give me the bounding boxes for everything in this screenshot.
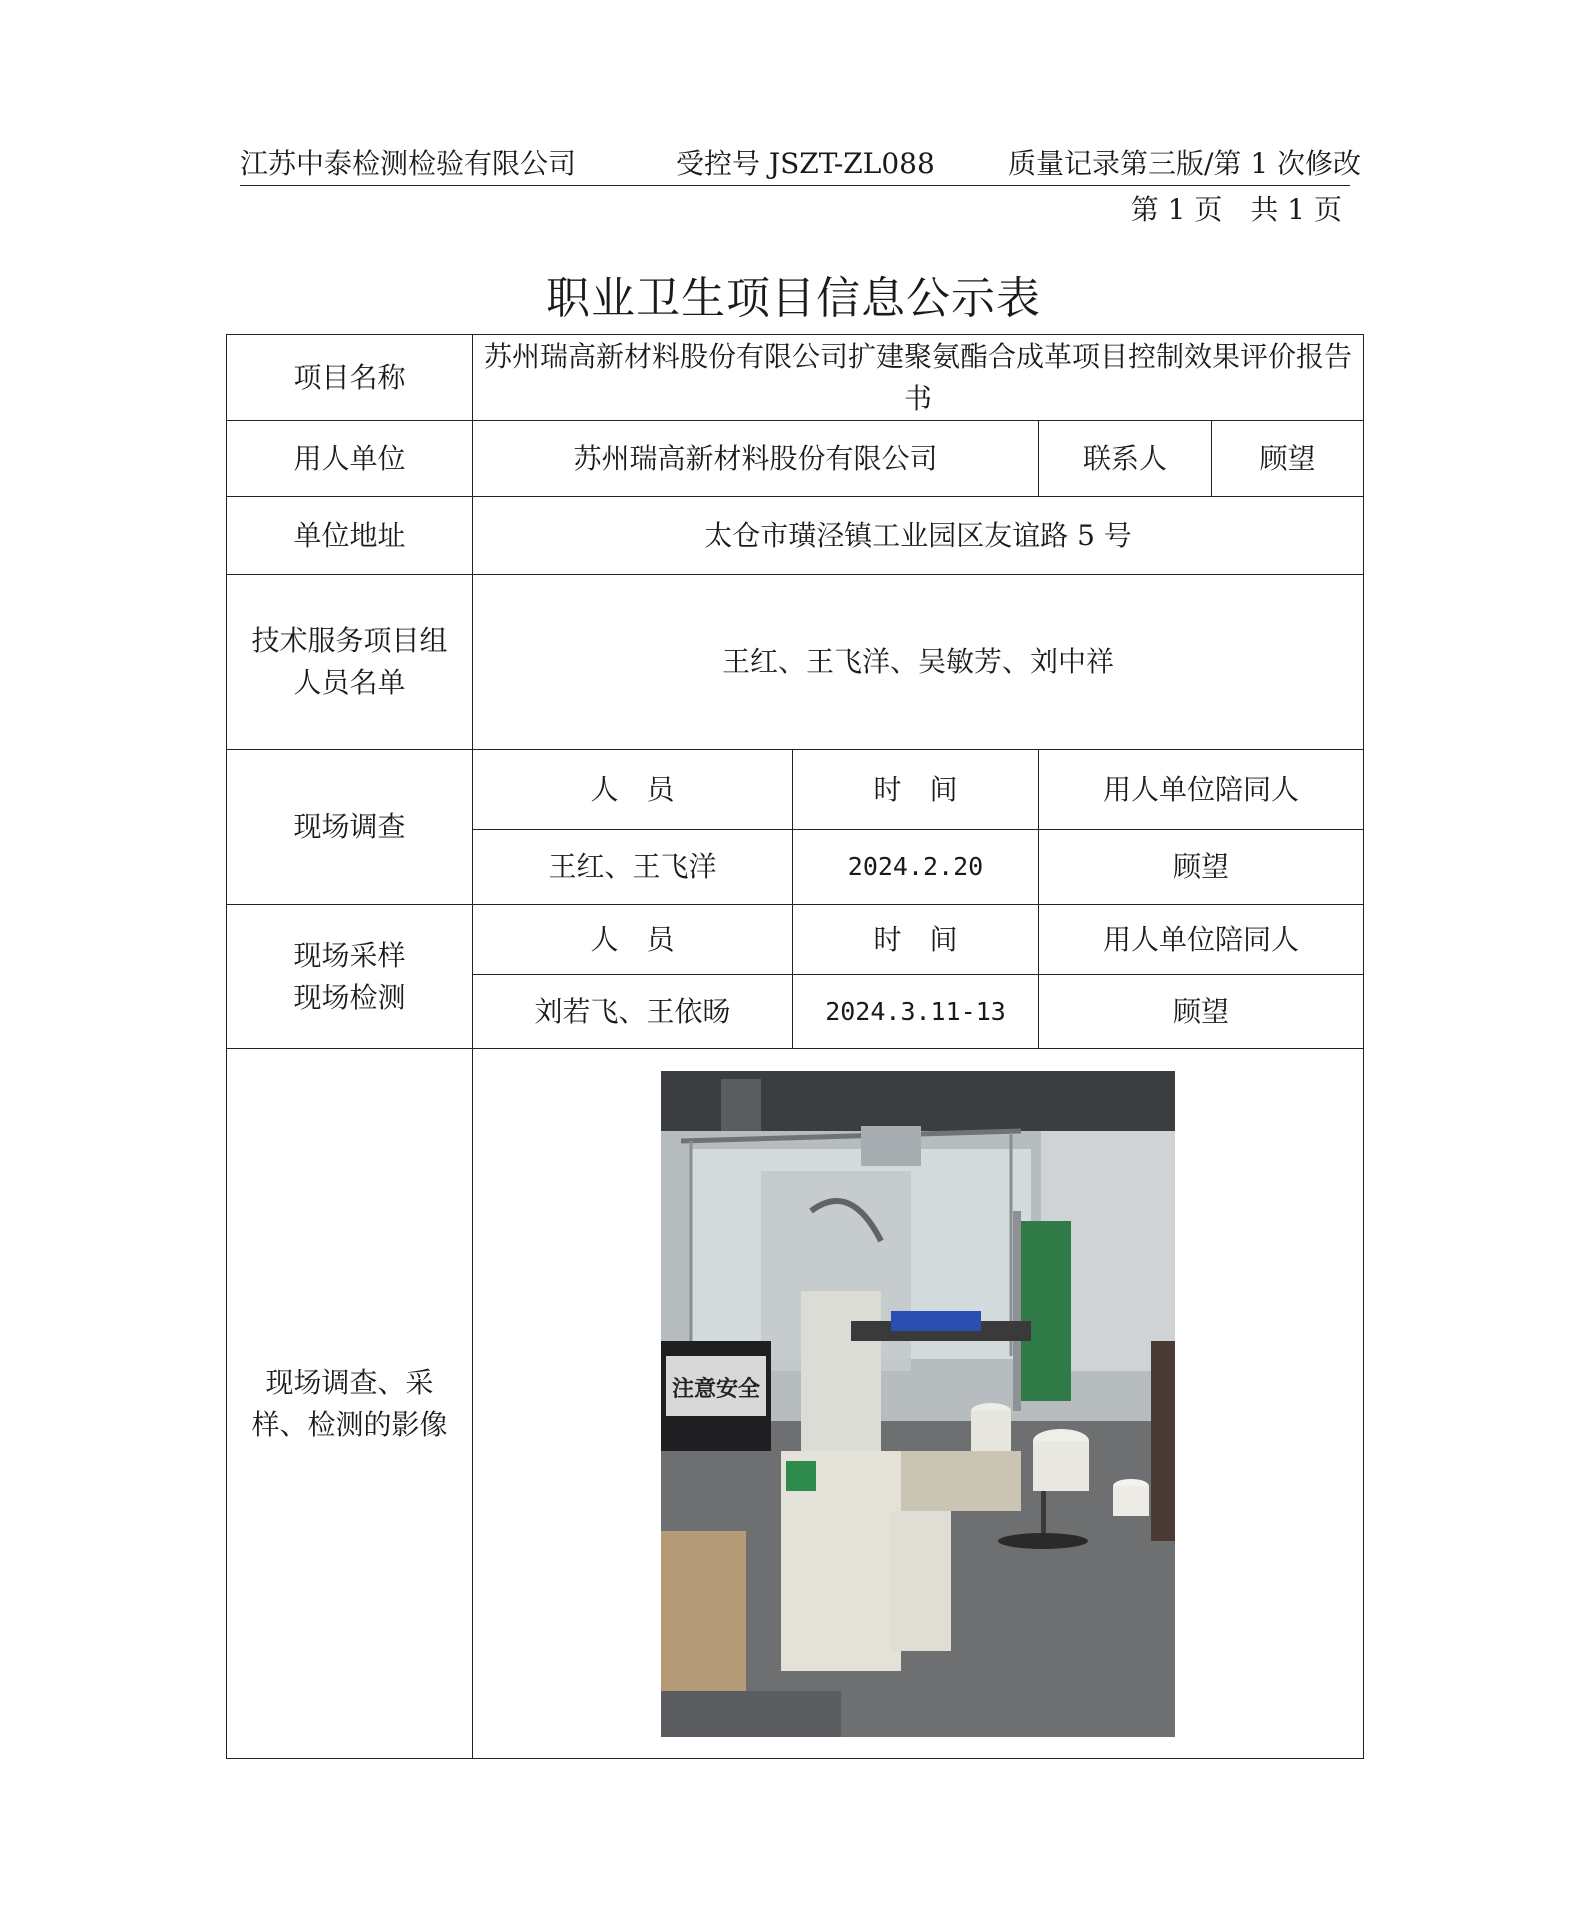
- header-control-no: 受控号 JSZT-ZL088: [676, 147, 935, 180]
- safety-sign-text: 注意安全: [671, 1376, 761, 1402]
- survey-col-escort: 用人单位陪同人: [1039, 750, 1364, 830]
- header-rule: [240, 185, 1350, 186]
- row-project-name: [227, 335, 1364, 421]
- address-value: 太仓市璜泾镇工业园区友谊路 5 号: [473, 497, 1364, 575]
- project-name-label: 项目名称: [227, 335, 473, 421]
- row-survey-header: [227, 750, 1364, 830]
- page-number: 第 1 页 共 1 页: [1130, 193, 1342, 226]
- survey-people: 王红、王飞洋: [473, 830, 793, 905]
- employer-value: 苏州瑞高新材料股份有限公司: [473, 421, 1039, 497]
- sampling-col-people: 人 员: [473, 905, 793, 975]
- team-value: 王红、王飞洋、吴敏芳、刘中祥: [473, 575, 1364, 750]
- sampling-escort: 顾望: [1039, 975, 1364, 1049]
- row-sampling-header: [227, 905, 1364, 975]
- sampling-label-line2: 现场检测: [293, 980, 406, 1014]
- sampling-people: 刘若飞、王依旸: [473, 975, 793, 1049]
- info-table: [226, 334, 1364, 1759]
- address-label: 单位地址: [227, 497, 473, 575]
- survey-col-people: 人 员: [473, 750, 793, 830]
- survey-time: 2024.2.20: [793, 830, 1039, 905]
- page-title: 职业卫生项目信息公示表: [546, 273, 1041, 324]
- employer-label: 用人单位: [227, 421, 473, 497]
- site-photo: [661, 1071, 1175, 1737]
- survey-label: 现场调查: [227, 750, 473, 905]
- row-photo: [227, 1049, 1364, 1759]
- photo-cell: [473, 1049, 1364, 1759]
- contact-value: 顾望: [1212, 421, 1364, 497]
- survey-col-time: 时 间: [793, 750, 1039, 830]
- header-edition: 质量记录第三版/第 1 次修改: [1008, 147, 1362, 180]
- sampling-col-escort: 用人单位陪同人: [1039, 905, 1364, 975]
- survey-escort: 顾望: [1039, 830, 1364, 905]
- sampling-label: [227, 905, 473, 1049]
- photo-label: 现场调查、采样、检测的影像: [227, 1049, 473, 1759]
- header-company: 江苏中泰检测检验有限公司: [240, 147, 577, 180]
- row-address: [227, 497, 1364, 575]
- row-team: [227, 575, 1364, 750]
- sampling-time: 2024.3.11-13: [793, 975, 1039, 1049]
- team-label: 技术服务项目组人员名单: [227, 575, 473, 750]
- contact-label: 联系人: [1039, 421, 1212, 497]
- sampling-label-line1: 现场采样: [293, 938, 406, 972]
- sampling-col-time: 时 间: [793, 905, 1039, 975]
- project-name-value: 苏州瑞高新材料股份有限公司扩建聚氨酯合成革项目控制效果评价报告书: [473, 335, 1364, 421]
- row-employer: [227, 421, 1364, 497]
